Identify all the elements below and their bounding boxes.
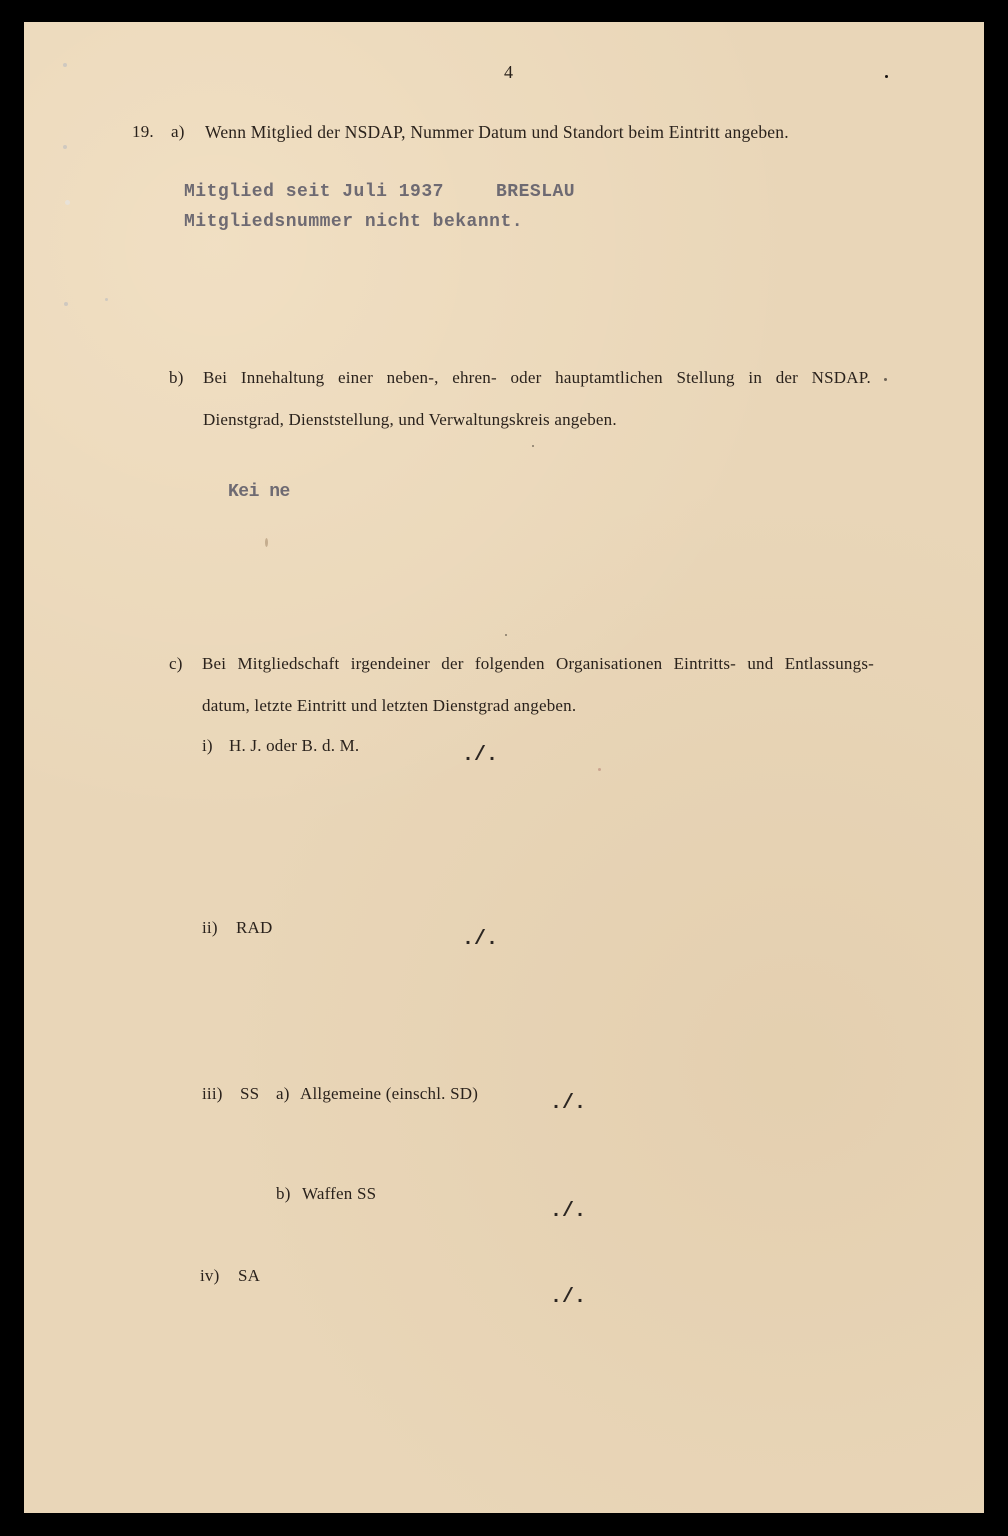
binder-mark: [63, 63, 67, 67]
answer-b: Kei ne: [228, 482, 290, 502]
binder-mark: [64, 302, 68, 306]
item-iii-sub-b-text: Waffen SS: [302, 1184, 377, 1203]
binder-mark: [105, 298, 108, 301]
question-c-text-line2: datum, letzte Eintritt und letzten Dienstgrad angeben.: [202, 696, 577, 715]
item-i-text: H. J. oder B. d. M.: [229, 736, 360, 755]
paper-speck: [885, 75, 888, 78]
question-b-label: b): [169, 368, 184, 387]
item-ii-label: ii): [202, 918, 218, 937]
question-b-text-line2: Dienstgrad, Dienststellung, und Verwaltungskreis angeben.: [203, 410, 617, 429]
item-iv-label: iv): [200, 1266, 220, 1285]
answer-a-number: Mitgliedsnummer nicht bekannt.: [184, 212, 524, 232]
item-iii-sub-b-answer: ./.: [550, 1200, 587, 1223]
question-c-text-line1: Bei Mitgliedschaft irgendeiner der folgenden Organisationen Eintritts- und Entlassungs-: [202, 654, 874, 673]
item-iii-sub-a-label: a): [276, 1084, 290, 1103]
binder-mark: [63, 145, 67, 149]
question-b-text-line1: Bei Innehaltung einer neben-, ehren- oder hauptamtlichen Stellung in der NSDAP.: [203, 368, 871, 387]
question-a-label: a): [171, 122, 185, 141]
paper-speck: [884, 378, 887, 381]
paper-speck: [265, 538, 268, 547]
item-iv-answer: ./.: [550, 1286, 587, 1309]
answer-a-place: BRESLAU: [496, 182, 576, 202]
question-a-text: Wenn Mitglied der NSDAP, Nummer Datum und Standort beim Eintritt angeben.: [205, 122, 789, 142]
binder-mark: [65, 200, 70, 205]
item-iii-label: iii): [202, 1084, 223, 1103]
item-iii-org: SS: [240, 1084, 260, 1103]
answer-a-membership: Mitglied seit Juli 1937: [184, 182, 444, 202]
paper-speck: [505, 634, 507, 636]
item-ii-answer: ./.: [462, 928, 499, 951]
item-iii-sub-a-text: Allgemeine (einschl. SD): [300, 1084, 479, 1103]
item-ii-text: RAD: [236, 918, 273, 937]
page-number: 4: [504, 62, 514, 82]
question-number: 19.: [132, 122, 154, 141]
item-iii-sub-b-label: b): [276, 1184, 291, 1203]
question-c-label: c): [169, 654, 183, 673]
item-iii-sub-a-answer: ./.: [550, 1092, 587, 1115]
paper-speck: [598, 768, 601, 771]
item-i-label: i): [202, 736, 213, 755]
item-iv-text: SA: [238, 1266, 261, 1285]
document-page: [24, 22, 984, 1513]
item-i-answer: ./.: [462, 744, 499, 767]
paper-speck: [532, 445, 534, 447]
